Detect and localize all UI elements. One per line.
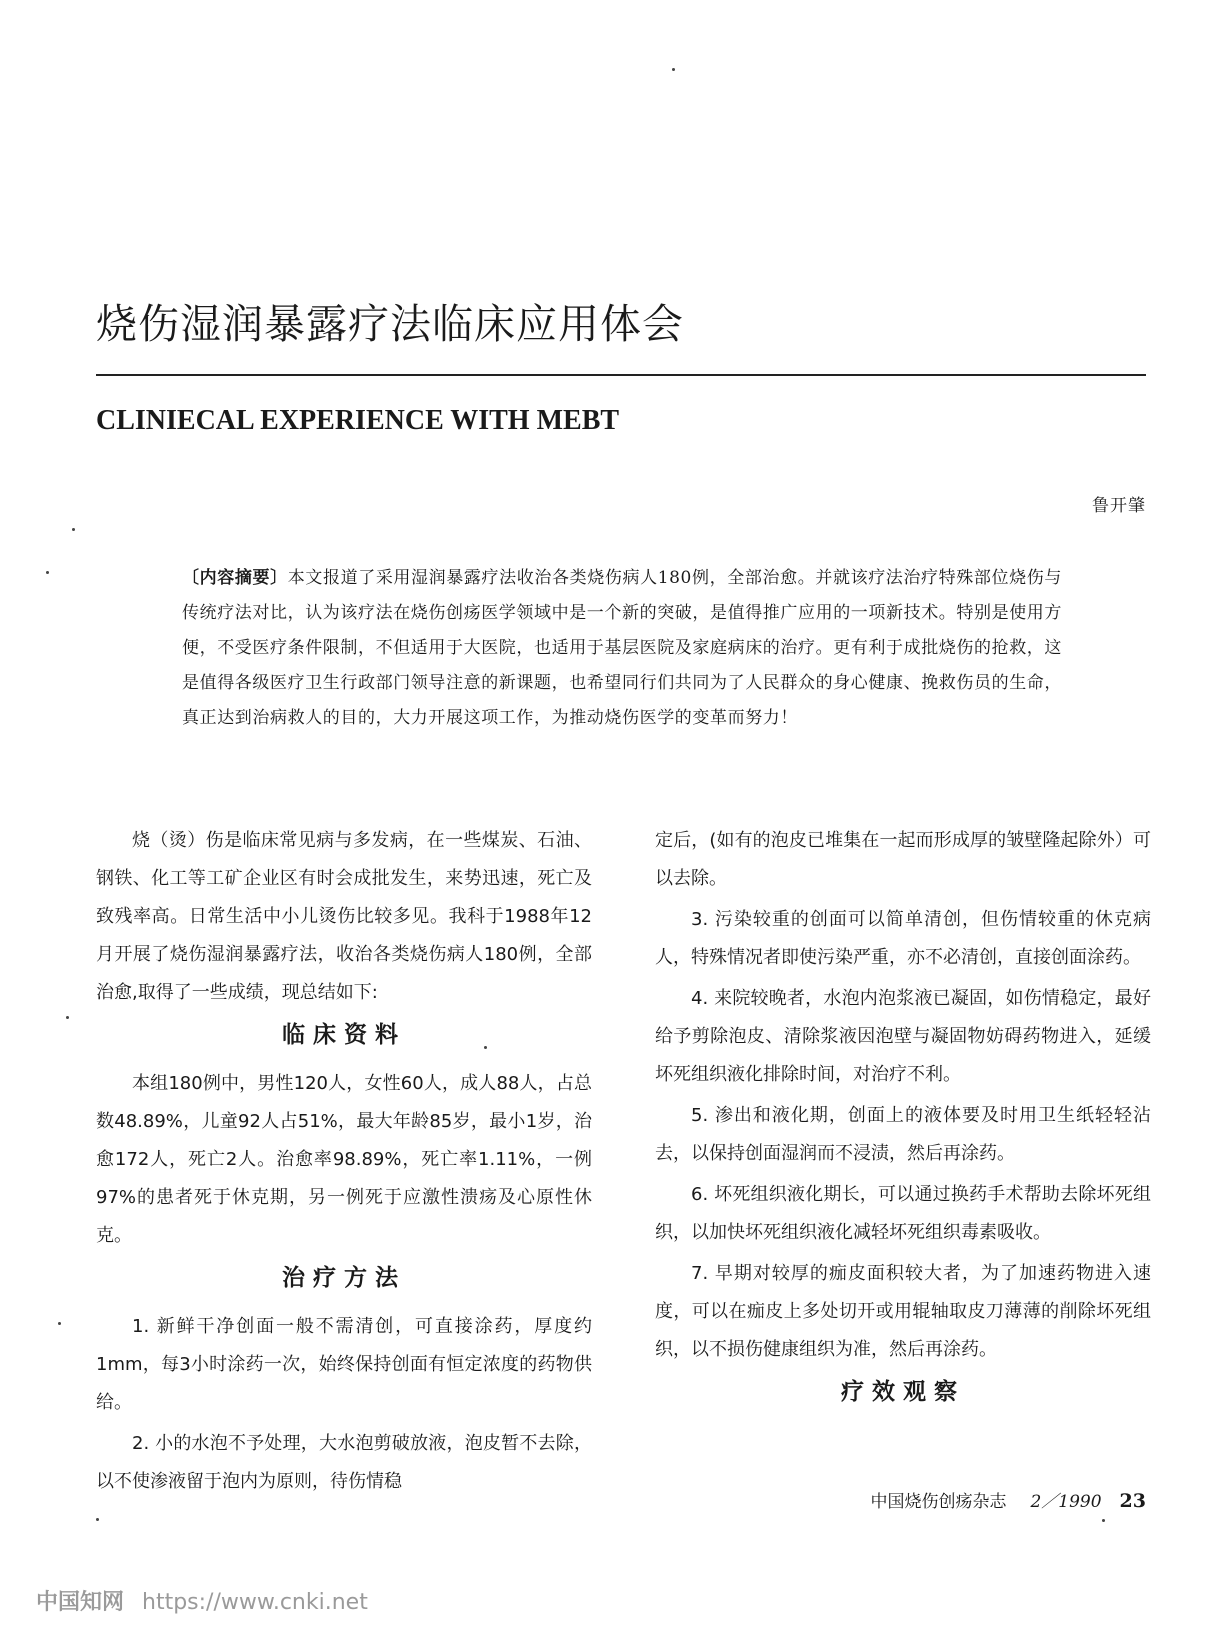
page-number: 23 — [1119, 1490, 1146, 1512]
cnki-watermark — [36, 1588, 368, 1618]
scan-speck — [484, 1046, 487, 1049]
watermark-brand: 中国知网 — [36, 1590, 125, 1615]
method-5-paragraph: 5. 渗出和液化期，创面上的液体要及时用卫生纸轻轻沾去，以保持创面湿润而不浸渍，然后再涂药。 — [655, 1105, 1151, 1164]
scan-speck — [96, 1518, 99, 1521]
abstract — [182, 561, 1062, 736]
clinical-data-paragraph: 本组180例中，男性120人，女性60人，成人88人，占总数48.89%，儿童92人占51%，最大年龄85岁，最小1岁，治愈172人，死亡2人。治愈率98.89%，死亡率1.11%，一例97%的患者死于休克期，另一例死于应激性溃疡及心原性休克。 — [96, 1073, 592, 1246]
article-title-chinese: 烧伤湿润暴露疗法临床应用体会 — [96, 300, 684, 348]
journal-issue: 2／1990 — [1030, 1492, 1102, 1512]
title-divider — [96, 374, 1146, 376]
method-4-paragraph: 4. 来院较晚者，水泡内泡浆液已凝固，如伤情稳定，最好给予剪除泡皮、清除浆液因泡壁与凝固物妨碍药物进入，延缓坏死组织液化排除时间，对治疗不利。 — [655, 988, 1151, 1085]
watermark-url: https://www.cnki.net — [142, 1590, 368, 1615]
scan-speck — [58, 1322, 61, 1325]
journal-name: 中国烧伤创疡杂志 — [870, 1492, 1007, 1512]
method-2-paragraph-end: 定后，(如有的泡皮已堆集在一起而形成厚的皱壁隆起除外）可以去除。 — [655, 830, 1151, 889]
intro-paragraph: 烧（烫）伤是临床常见病与多发病，在一些煤炭、石油、钢铁、化工等工矿企业区有时会成批发生，来势迅速，死亡及致残率高。日常生活中小儿烫伤比较多见。我科于1988年12月开展了烧伤湿润暴露疗法，收治各类烧伤病人180例，全部治愈,取得了一些成绩，现总结如下: — [96, 830, 592, 1003]
page-footer — [870, 1488, 1146, 1515]
method-1-paragraph: 1. 新鲜干净创面一般不需清创，可直接涂药，厚度约1mm，每3小时涂药一次，始终保持创面有恒定浓度的药物供给。 — [96, 1316, 592, 1413]
section-heading-efficacy-observation: 疗效观察 — [841, 1379, 965, 1405]
method-3-paragraph: 3. 污染较重的创面可以简单清创，但伤情较重的休克病人，特殊情况者即使污染严重，亦不必清创，直接创面涂药。 — [655, 909, 1151, 968]
abstract-label: 〔内容摘要〕 — [182, 568, 288, 588]
abstract-text: 本文报道了采用湿润暴露疗法收治各类烧伤病人180例，全部治愈。并就该疗法治疗特殊部位烧伤与传统疗法对比，认为该疗法在烧伤创疡医学领域中是一个新的突破，是值得推广应用的一项新技术。特别是使用方便，不受医疗条件限制，不但适用于大医院，也适用于基层医院及家庭病床的治疗。更有利于成批烧伤的抢救，这是值得各级医疗卫生行政部门领导注意的新课题，也希望同行们共同为了人民群众的身心健康、挽救伤员的生命，真正达到治病救人的目的，大力开展这项工作，为推动烧伤医学的变革而努力！ — [182, 568, 1062, 728]
author-name: 鲁开肇 — [1092, 496, 1146, 516]
article-title-english: CLINIECAL EXPERIENCE WITH MEBT — [96, 405, 620, 436]
scan-speck — [46, 571, 49, 574]
right-column — [655, 822, 1151, 1422]
method-2-paragraph-start: 2. 小的水泡不予处理，大水泡剪破放液，泡皮暂不去除，以不使渗液留于泡内为原则，待伤情稳 — [96, 1433, 592, 1492]
method-7-paragraph: 7. 早期对较厚的痂皮面积较大者，为了加速药物进入速度，可以在痂皮上多处切开或用辊轴取皮刀薄薄的削除坏死组织，以不损伤健康组织为准，然后再涂药。 — [655, 1263, 1151, 1360]
scan-speck — [1102, 1519, 1105, 1522]
section-heading-treatment-methods: 治疗方法 — [282, 1265, 406, 1291]
scan-speck — [72, 528, 75, 531]
method-6-paragraph: 6. 坏死组织液化期长，可以通过换药手术帮助去除坏死组织，以加快坏死组织液化减轻坏死组织毒素吸收。 — [655, 1184, 1151, 1243]
scan-speck — [672, 68, 675, 71]
section-heading-clinical-data: 临床资料 — [282, 1022, 406, 1048]
scan-speck — [66, 1016, 69, 1019]
left-column — [96, 822, 592, 1504]
